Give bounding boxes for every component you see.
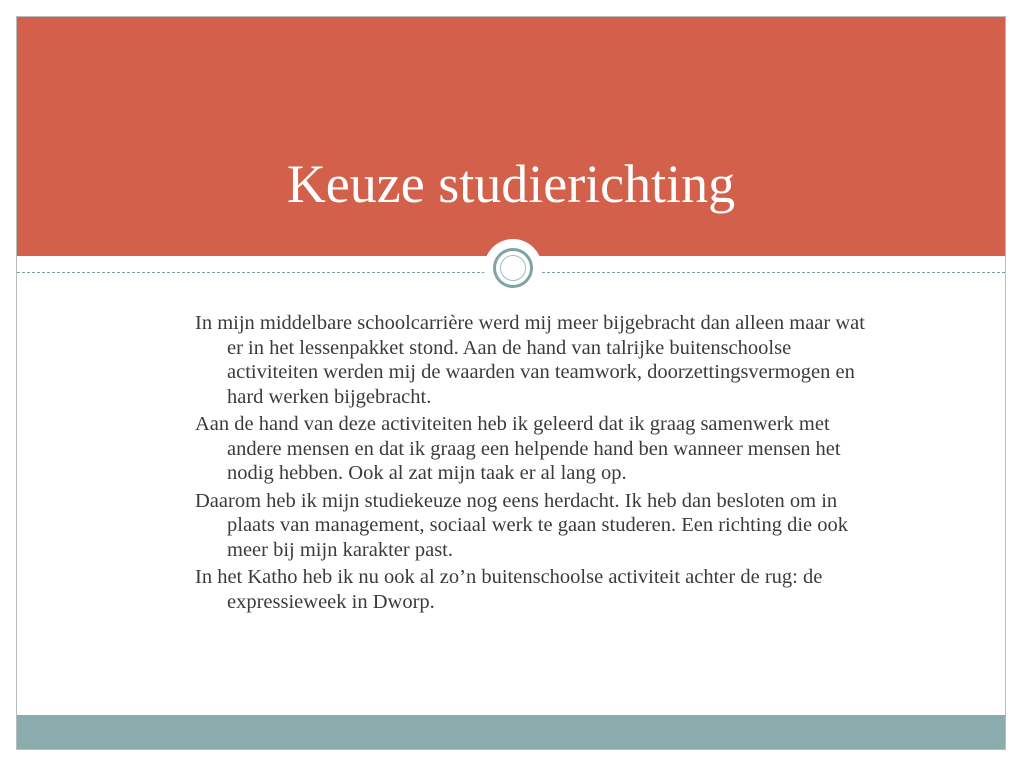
circle-ornament-icon — [484, 239, 542, 297]
title-band — [17, 17, 1005, 256]
paragraph: In mijn middelbare schoolcarrière werd mij meer bijgebracht dan alleen maar wat er in het lessenpakket stond. Aan de hand van talrijke buitenschoolse activiteiten werden mij de waarden van teamwork, doorzettingsvermogen en hard werken bijgebracht. — [195, 312, 865, 408]
body-text — [195, 311, 885, 617]
paragraph: In het Katho heb ik nu ook al zo’n buitenschoolse activiteit achter de rug: de expressieweek in Dworp. — [195, 566, 823, 613]
paragraph: Daarom heb ik mijn studiekeuze nog eens herdacht. Ik heb dan besloten om in plaats van management, sociaal werk te gaan studeren. Een richting die ook meer bij mijn karakter past. — [195, 489, 849, 561]
slide — [16, 16, 1006, 750]
ornament-ring — [493, 248, 533, 288]
slide-title: Keuze studierichting — [286, 154, 736, 214]
paragraph: Aan de hand van deze activiteiten heb ik geleerd dat ik graag samenwerk met andere mensen en dat ik graag een helpende hand ben wanneer mensen het nodig hebben. Ook al zat mijn taak er al lang op. — [195, 413, 841, 484]
footer-band — [17, 715, 1005, 749]
